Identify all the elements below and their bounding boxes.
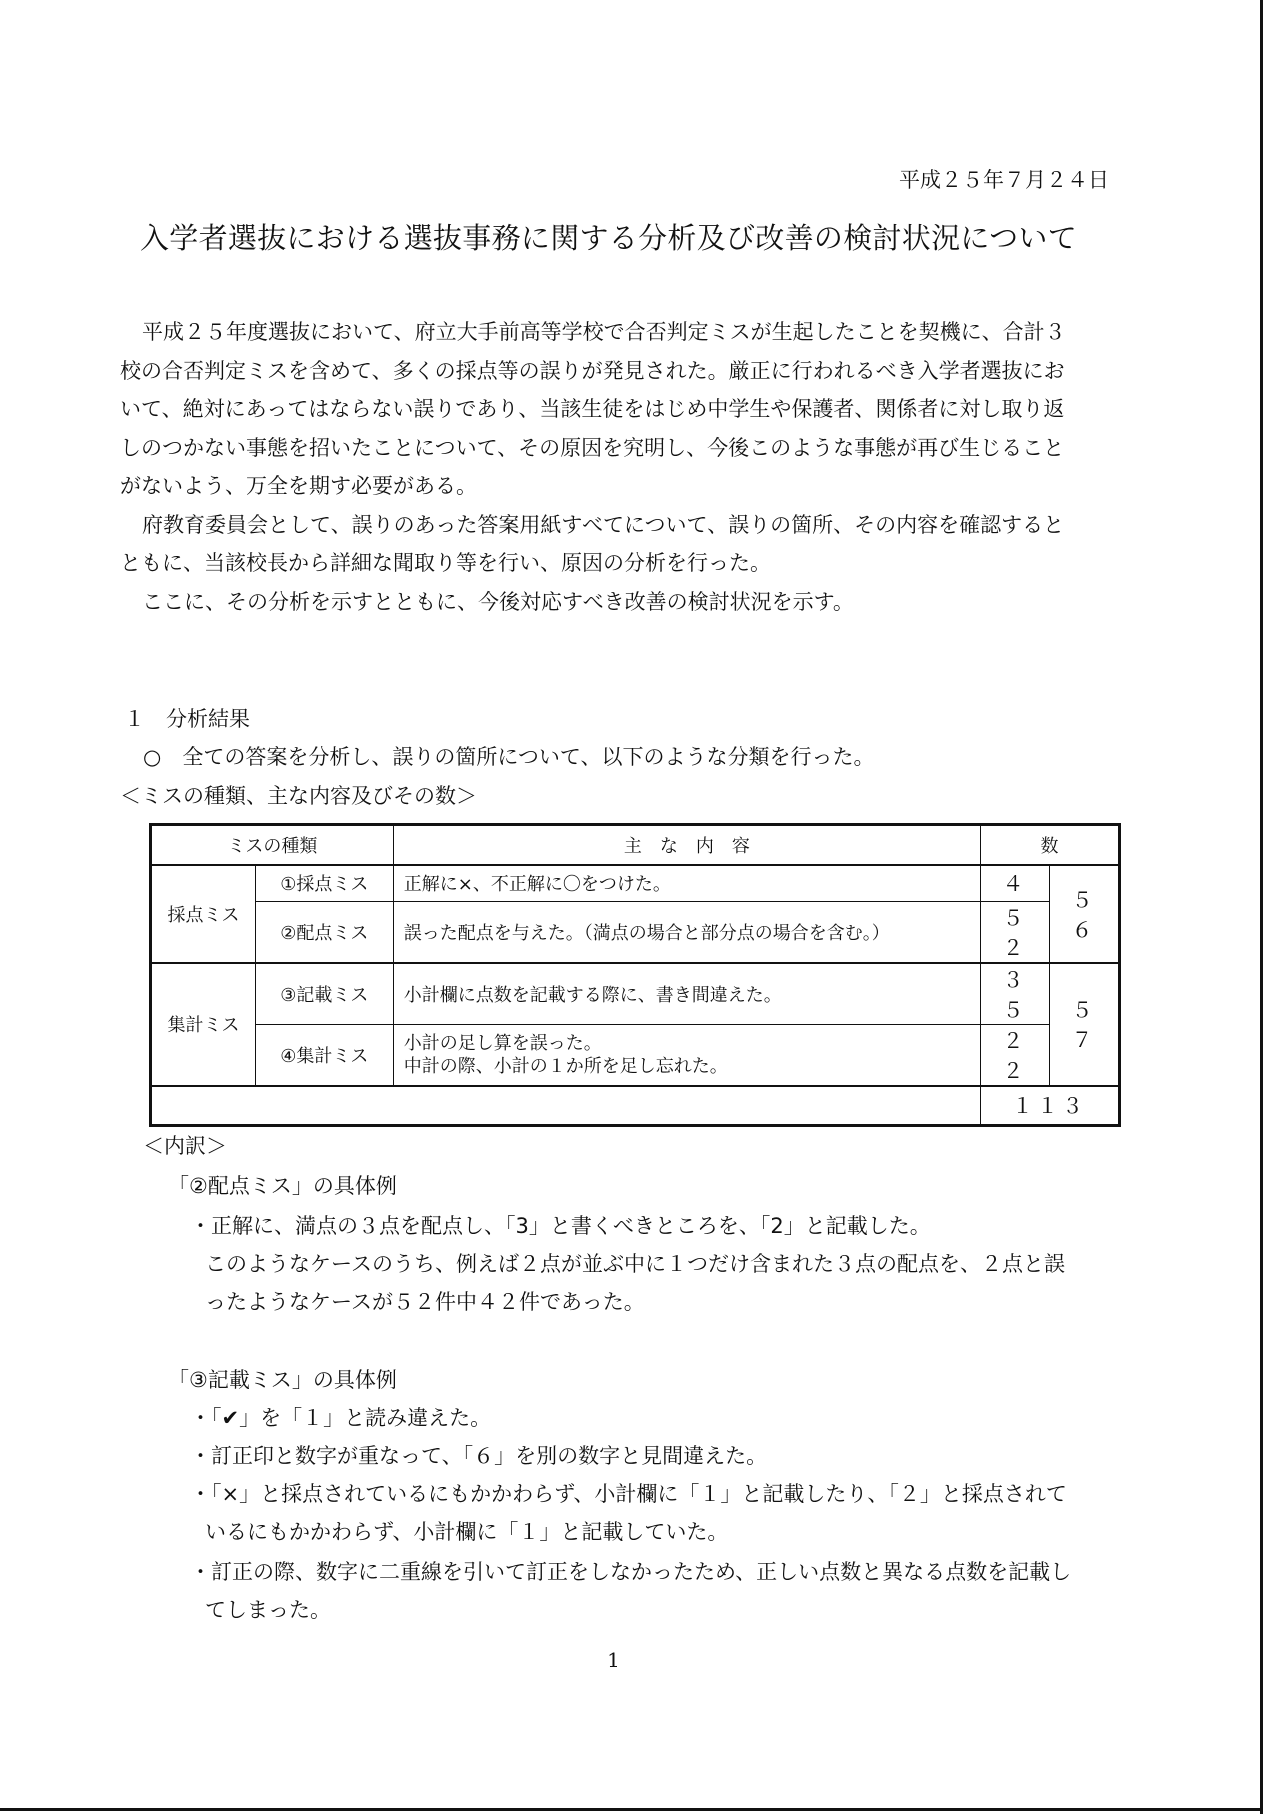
row-content: 小計欄に点数を記載する際に、書き間違えた。 (393, 963, 980, 1025)
intro-line: ともに、当該校長から詳細な聞取り等を行い、原因の分析を行った。 (120, 551, 771, 575)
group-subtotal: ５６ (1050, 865, 1120, 963)
example2-line: このようなケースのうち、例えば２点が並ぶ中に１つだけ含まれた３点の配点を、２点と誤 (205, 1252, 1065, 1276)
header-type: ミスの種類 (151, 825, 394, 866)
sub-type: ③記載ミス (255, 963, 393, 1025)
intro-line: がないよう、万全を期す必要がある。 (120, 474, 477, 498)
intro-line: しのつかない事態を招いたことについて、その原因を究明し、今後このような事態が再び生じること (120, 435, 1065, 460)
total-label (151, 1086, 981, 1126)
table-row (151, 865, 1120, 901)
sub-type: ④集計ミス (255, 1024, 393, 1086)
example3-title: 「③記載ミス」の具体例 (168, 1368, 397, 1392)
page-border-right (1260, 0, 1263, 1814)
row-content: 正解に×、不正解に〇をつけた。 (393, 865, 980, 901)
table-row (151, 1024, 1120, 1086)
section-heading: １ 分析結果 (124, 707, 250, 731)
sub-type: ①採点ミス (255, 865, 393, 901)
row-count: ２２ (981, 1024, 1050, 1086)
group-name: 採点ミス (151, 865, 256, 963)
row-content: 誤った配点を与えた。（満点の場合と部分点の場合を含む。） (393, 901, 980, 963)
example3-line: ・訂正印と数字が重なって、「６」を別の数字と見間違えた。 (190, 1444, 768, 1468)
example3-line: いるにもかかわらず、小計欄に「１」と記載していた。 (205, 1520, 729, 1544)
group-name: 集計ミス (151, 963, 256, 1086)
table-header-row (151, 825, 1120, 866)
breakdown-heading: ＜内訳＞ (143, 1134, 227, 1158)
example2-line: ・正解に、満点の３点を配点し、「3」と書くべきところを、「2」と記載した。 (190, 1214, 931, 1238)
row-content (393, 1024, 980, 1086)
page-border-bottom (0, 1808, 1263, 1811)
table-total-row (151, 1086, 1120, 1126)
intro-section (120, 313, 1120, 621)
header-count: 数 (981, 825, 1120, 866)
intro-line: 平成２５年度選抜において、府立大手前高等学校で合否判定ミスが生起したことを契機に、合計３ (142, 320, 1066, 344)
document-date: 平成２５年７月２４日 (899, 168, 1109, 192)
intro-line: 府教育委員会として、誤りのあった答案用紙すべてについて、誤りの箇所、その内容を確認すると (142, 512, 1065, 537)
sub-type: ②配点ミス (255, 901, 393, 963)
table-caption: ＜ミスの種類、主な内容及びその数＞ (120, 784, 477, 808)
example2-title: 「②配点ミス」の具体例 (168, 1174, 397, 1198)
example3-line: てしまった。 (205, 1598, 331, 1622)
table-row (151, 901, 1120, 963)
example3-line: ・訂正の際、数字に二重線を引いて訂正をしなかったため、正しい点数と異なる点数を記載し (190, 1560, 1072, 1584)
row-content-line: 小計の足し算を誤った。 (403, 1032, 602, 1054)
example3-line: ・「✔」を「１」と読み違えた。 (190, 1406, 492, 1430)
group-subtotal: ５７ (1050, 963, 1120, 1086)
grand-total: １１３ (981, 1086, 1120, 1126)
intro-line: いて、絶対にあってはならない誤りであり、当該生徒をはじめ中学生や保護者、関係者に対し取り返 (120, 397, 1065, 421)
mistake-summary-table (149, 823, 1121, 1127)
example2-line: ったようなケースが５２件中４２件であった。 (205, 1290, 645, 1314)
intro-line: ここに、その分析を示すとともに、今後対応すべき改善の検討状況を示す。 (142, 589, 854, 614)
row-content-line: 中計の際、小計の１か所を足し忘れた。 (403, 1055, 728, 1077)
row-count: ５２ (981, 901, 1050, 963)
table-row (151, 963, 1120, 1025)
section-bullet: ○ 全ての答案を分析し、誤りの箇所について、以下のような分類を行った。 (143, 745, 875, 769)
intro-line: 校の合否判定ミスを含めて、多くの採点等の誤りが発見された。厳正に行われるべき入学者選抜にお (120, 358, 1065, 383)
example3-line: ・「×」と採点されているにもかかわらず、小計欄に「１」と記載したり、「２」と採点されて (190, 1482, 1067, 1506)
row-count: ４ (981, 865, 1050, 901)
header-content: 主 な 内 容 (393, 825, 980, 866)
page-number: 1 (607, 1648, 620, 1672)
row-count: ３５ (981, 963, 1050, 1025)
document-title: 入学者選抜における選抜事務に関する分析及び改善の検討状況について (140, 221, 1078, 255)
